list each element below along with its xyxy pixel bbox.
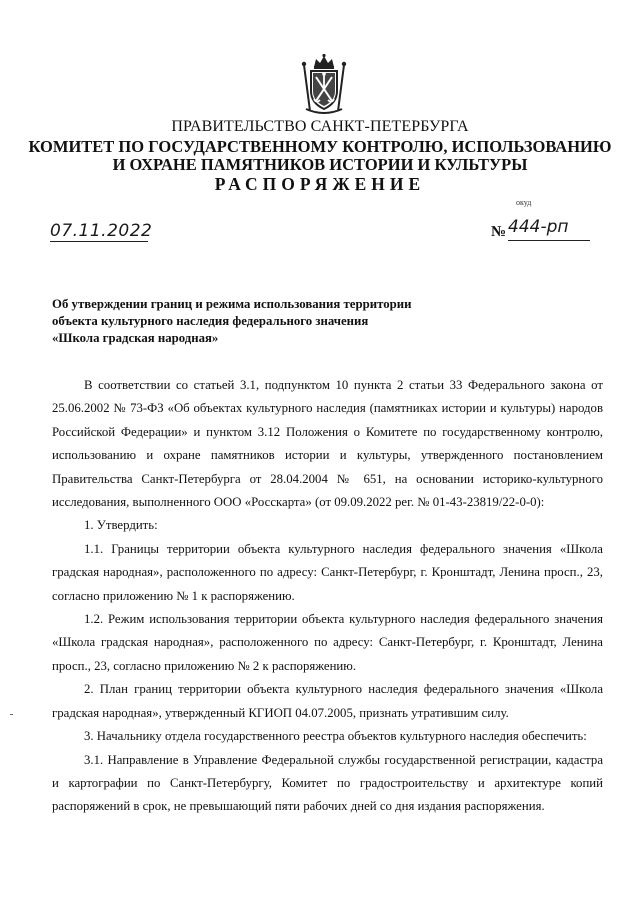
document-date: 07.11.2022: [50, 221, 153, 241]
document-type: РАСПОРЯЖЕНИЕ: [214, 174, 426, 194]
document-number: 444-рп: [508, 217, 569, 237]
coat-of-arms-icon: [298, 53, 350, 117]
body-paragraph: 1.2. Режим использования территории объекта культурного наследия федерального значения «Школа градская народная», расположенного по адресу: Санкт-Петербург, г. Кронштадт, Ленина просп., 23, согласно приложению № 2 к распоряжению.: [52, 612, 603, 673]
margin-mark: [10, 714, 13, 715]
number-label: №: [491, 224, 507, 240]
body-paragraph: 3.1. Направление в Управление Федеральной службы государственной регистрации, кадастра и картографии по Санкт-Петербургу, Комитет по градостроительству и архитектуре копий распоряжений в срок, не превышающий пяти рабочих дней со дня издания распоряжения.: [52, 752, 603, 814]
date-underline: [50, 241, 148, 242]
body-paragraph: В соответствии со статьей 3.1, подпунктом 10 пункта 2 статьи 33 Федерального закона от 25.06.2002 № 73-ФЗ «Об объектах культурного наследия (памятниках истории и культуры) народов Российской Федерации» и пунктом 3.12 Положения о Комитете по государственному контролю, использованию и охране памятников истории и культуры, утвержденного постановлением Правительства Санкт-Петербурга от 28.04.2004 № 651, на основании историко-культурного исследования, выполненного ООО «Росскарта» (от 09.09.2022 рег. № 01-43-23819/22-0-0):: [52, 378, 603, 510]
subject-line: «Школа градская народная»: [52, 331, 219, 345]
body-paragraph: 2. План границ территории объекта культурного наследия федерального значения «Школа градская народная», утвержденный КГИОП 04.07.2005, признать утратившим силу.: [52, 682, 603, 720]
subject-line: Об утверждении границ и режима использования территории: [52, 297, 412, 311]
subject-line: объекта культурного наследия федерального значения: [52, 314, 369, 328]
document-body: [52, 374, 603, 819]
body-paragraph: 3. Начальнику отдела государственного реестра объектов культурного наследия обеспечить:: [84, 729, 587, 744]
number-underline: [508, 240, 590, 241]
committee-title-line2: И ОХРАНЕ ПАМЯТНИКОВ ИСТОРИИ И КУЛЬТУРЫ: [112, 155, 528, 174]
document-subject: [52, 296, 472, 347]
government-title: ПРАВИТЕЛЬСТВО САНКТ-ПЕТЕРБУРГА: [171, 118, 469, 135]
body-paragraph: 1. Утвердить:: [84, 518, 158, 533]
body-paragraph: 1.1. Границы территории объекта культурного наследия федерального значения «Школа градская народная», расположенного по адресу: Санкт-Петербург, г. Кронштадт, Ленина просп., 23, согласно приложению № 1 к распоряжению.: [52, 541, 603, 603]
okud-label: окуд: [516, 198, 532, 207]
committee-title-line1: КОМИТЕТ ПО ГОСУДАРСТВЕННОМУ КОНТРОЛЮ, ИСПОЛЬЗОВАНИЮ: [28, 137, 612, 156]
